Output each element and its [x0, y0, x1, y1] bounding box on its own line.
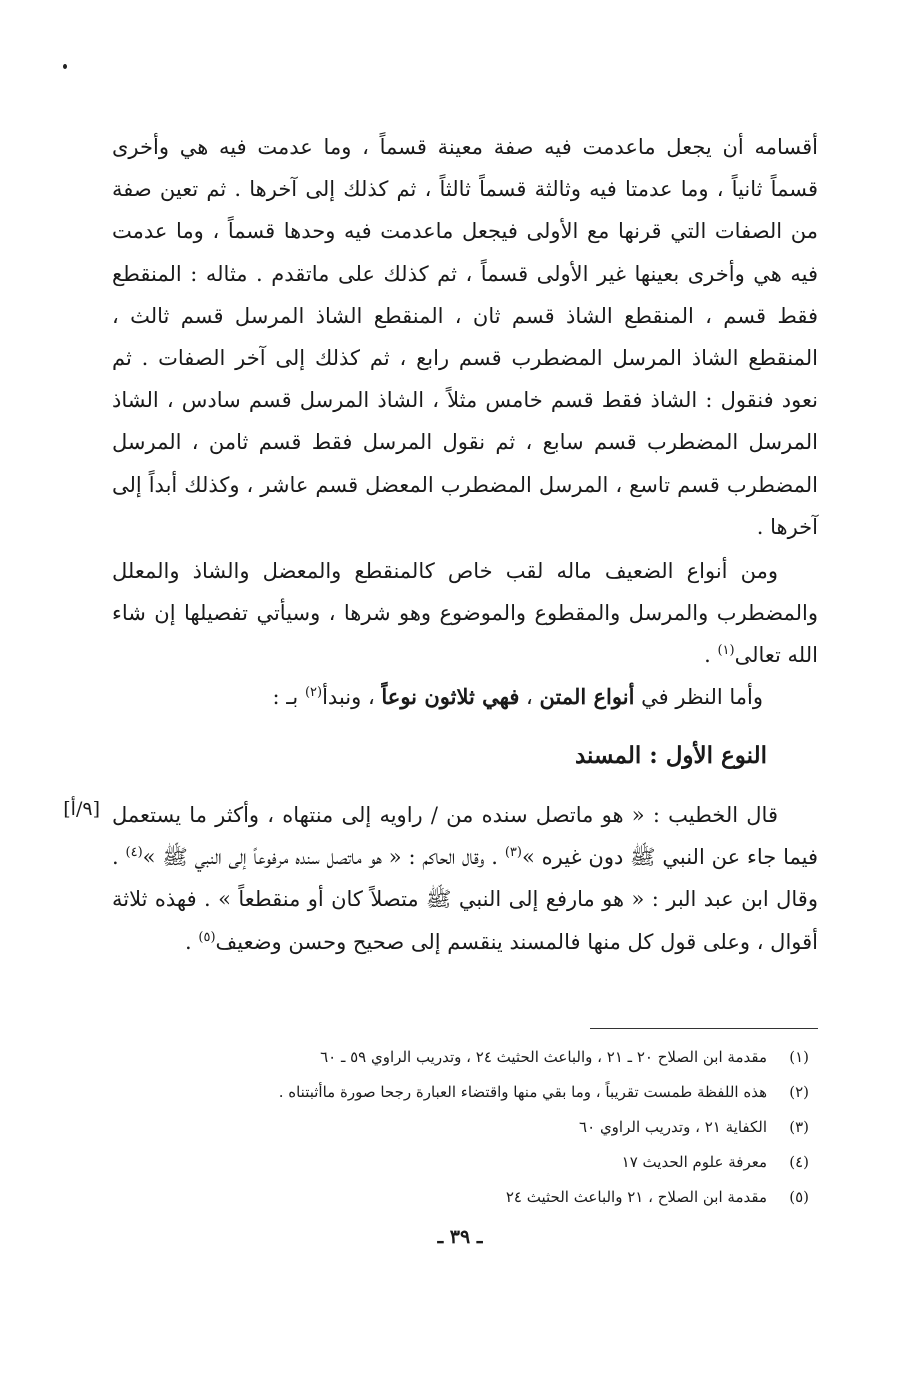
footnote-number: (٥) — [789, 1188, 809, 1206]
body-text-block — [112, 126, 818, 548]
footnote-item — [109, 1145, 809, 1180]
footnote-text: معرفة علوم الحديث ١٧ — [621, 1153, 767, 1171]
paragraph-3-part-b: . وقال الحاكم : « هو ماتصل سنده مرفوعاً إلى النبي ﷺ » — [142, 845, 505, 870]
paragraph-2-text: ومن أنواع الضعيف ماله لقب خاص كالمنقطع والمعضل والشاذ والمعلل والمضطرب والمرسل والمقطوع والموضوع وهو شرها ، وسيأتي تفصيلها إن شاء الله تعالى — [112, 559, 818, 668]
matn-intro-line — [273, 684, 763, 709]
paragraph-3-part-c: . وقال ابن عبد البر : « هو مارفع إلى النبي ﷺ متصلاً كان أو منقطعاً » . فهذه ثلاثة أقوال ، وعلى قول كل منها فالمسند ينقسم إلى صحيح وحسن وضعيف — [112, 845, 818, 954]
intro-pre: وأما النظر في — [634, 685, 763, 709]
intro-post-end: بـ : — [272, 685, 305, 709]
paragraph-1: أقسامه أن يجعل ماعدمت فيه صفة معينة قسماً ، وما عدمت فيه هي وأخرى قسماً ثانياً ، وما عدمتا فيه وثالثة قسماً ثالثاً ، ثم كذلك إلى آخرها . ثم تعين صفة من الصفات التي قرنها مع الأولى فيجعل ماعدمت فيه وحدها قسماً ، وما عدمت فيه هي وأخرى بعينها غير الأولى قسماً ، ثم كذلك على ماتقدم . مثاله : المنقطع فقط قسم ، المنقطع الشاذ قسم ثان ، المنقطع الشاذ المرسل قسم ثالث ، المنقطع الشاذ المرسل المضطرب قسم رابع ، ثم كذلك إلى آخر الصفات . ثم نعود فنقول : الشاذ فقط قسم خامس مثلاً ، الشاذ المرسل قسم سادس ، الشاذ المرسل المضطرب قسم سابع ، ثم نقول المرسل فقط قسم ثامن ، المرسل المضطرب قسم تاسع ، المرسل المضطرب المعضل قسم عاشر ، وكذلك أبداً إلى آخرها . — [112, 135, 818, 539]
intro-post: ، ونبدأ — [322, 685, 382, 709]
page-number: ـ ٣٩ ـ — [437, 1226, 483, 1248]
paragraph-3-part-d: . — [185, 929, 199, 954]
footnote-separator — [590, 1028, 818, 1029]
footnote-item — [109, 1110, 809, 1145]
footnote-item — [109, 1180, 809, 1215]
footnote-ref-4: (٤) — [125, 845, 143, 861]
footnote-text: مقدمة ابن الصلاح ٢٠ ـ ٢١ ، والباعث الحثيث ٢٤ ، وتدريب الراوي ٥٩ ـ ٦٠ — [320, 1048, 767, 1066]
paragraph-2-end: . — [704, 643, 718, 668]
footnote-text: هذه اللفظة طمست تقريباً ، وما بقي منها واقتضاء العبارة رجحا صورة ماأثبتناه . — [278, 1083, 767, 1101]
paragraph-2 — [112, 550, 818, 677]
intro-bold-count: فهي ثلاثون نوعاً — [381, 684, 520, 709]
footnote-item — [109, 1075, 809, 1110]
paragraph-3 — [112, 794, 818, 963]
body-text-block-2 — [112, 550, 818, 677]
footnote-ref-1: (١) — [717, 643, 735, 659]
footnote-number: (١) — [789, 1048, 809, 1066]
intro-bold-types: أنواع المتن — [539, 684, 635, 709]
page-speck — [63, 64, 67, 69]
intro-mid: ، — [519, 685, 540, 709]
manuscript-folio-marker: [٩/أ] — [63, 798, 100, 820]
footnote-ref-5: (٥) — [198, 929, 216, 945]
footnotes-list — [109, 1040, 809, 1215]
footnote-number: (٢) — [789, 1083, 809, 1101]
footnote-item — [109, 1040, 809, 1075]
body-text-block-3 — [112, 794, 818, 963]
footnote-number: (٣) — [789, 1118, 809, 1136]
footnote-text: الكفاية ٢١ ، وتدريب الراوي ٦٠ — [579, 1118, 767, 1136]
paragraph-3-part-a: قال الخطيب : « هو ماتصل سنده من / راويه إلى منتهاه ، وأكثر ما يستعمل فيما جاء عن النبي ﷺ دون غيره » — [112, 803, 818, 870]
footnote-ref-3: (٣) — [504, 845, 522, 861]
footnote-ref-2: (٢) — [304, 685, 323, 700]
footnote-text: مقدمة ابن الصلاح ، ٢١ والباعث الحثيث ٢٤ — [505, 1188, 767, 1206]
footnote-number: (٤) — [789, 1153, 809, 1171]
section-heading: النوع الأول : المسند — [574, 742, 767, 769]
